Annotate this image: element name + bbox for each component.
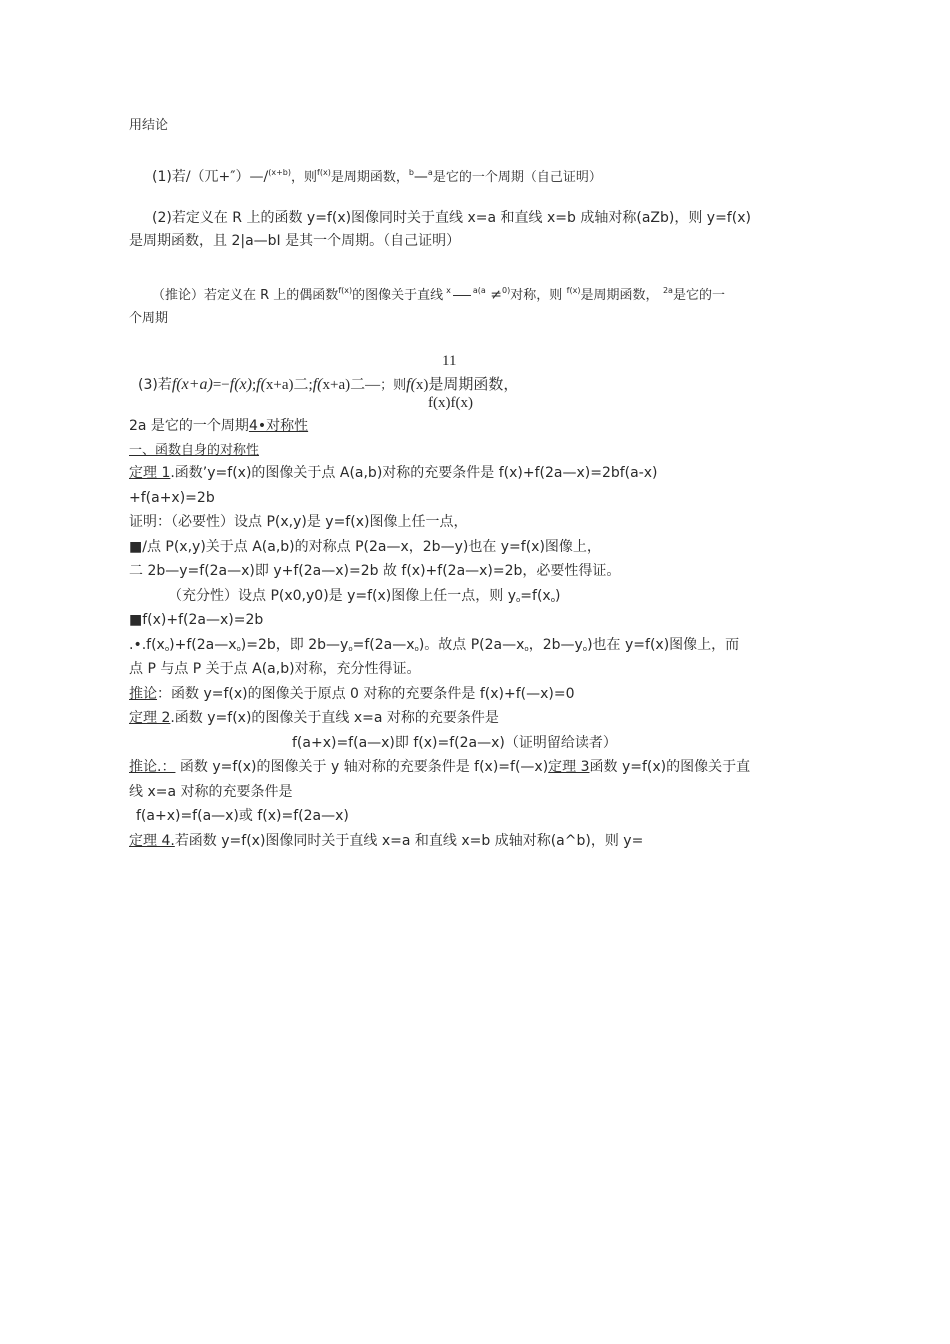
text: 是周期函数， [580,288,659,303]
text: +f(a+x)=2b [129,490,215,506]
text: f(x) [317,168,331,177]
text: 是它的一个周期（自己证明） [432,170,602,185]
text-line-item2-cont [129,231,460,251]
text: f( [256,376,266,393]
text: 是它的一 [672,288,725,303]
theorem-1-cont [129,488,215,508]
theorem-2-formula [292,733,617,753]
text: ；则 [380,378,407,393]
text: f(x) [338,286,353,295]
theorem-label: 定理 2 [129,710,171,726]
text-line-corollary [152,281,725,306]
text: 若函数 y=f(x)图像同时关于直线 x=a 和直线 x=b 成轴对称(a^b)，则 y= [174,833,644,849]
fraction-numerator: 11 [442,353,457,369]
theorem-3-cont [129,782,293,802]
text: o [164,645,170,653]
text: .函数’y=f(x)的图像关于点 A(a,b)对称的充要条件是 f(x)+f(2a—x)=2bf(a-x) [170,465,658,481]
text: (x+b) [268,168,292,177]
equals-bar-icon [453,295,471,296]
text: o [414,645,419,653]
text: f(x+a) [171,376,213,393]
text-line-conclusion [129,115,168,136]
text: f(x) [229,376,252,393]
text: （充分性）设点 P(x0,y0)是 y=f(x)图像上任一点，则 y [168,588,516,604]
theorem-2 [129,708,499,728]
text: =− [212,377,230,393]
text: ，2b—y [528,637,583,653]
proof-line-4 [168,586,560,610]
text-line-item2 [152,208,751,228]
text: 的图像关于直线 [352,288,444,303]
text: 二 2b—y=f(2a—x)即 y+f(2a—x)=2b 故 f(x)+f(2a—x)=2b，必要性得证。 [129,563,621,579]
text: f(a+x)=f(a—x)即 f(x)=f(2a—x)（证明留给读者） [292,735,617,751]
text: /（兀+″）—/ [185,169,269,185]
text: b [408,168,414,177]
text: ≠ [490,287,502,303]
text-line-corollary-cont [129,308,168,329]
corollary-label: 推论 [129,686,157,702]
text: (1)若 [152,169,186,185]
text: 线 x=a 对称的充要条件是 [129,784,293,800]
text: 点 P 与点 P 关于点 A(a,b)对称，充分性得证。 [129,661,421,677]
text: 对称，则 [510,288,563,303]
theorem-4 [129,831,643,851]
section-heading-self-symmetry: 一、函数自身的对称性 [129,443,260,458]
text-line-period-symmetry [129,416,308,436]
text: a [427,168,433,177]
text: f(a+x)=f(a—x)或 f(x)=f(2a—x) [136,808,349,824]
text: (3)若 [138,377,172,393]
text: 2a [662,286,673,295]
text: x+a)二— [322,377,381,393]
text: ■/点 P(x,y)关于点 A(a,b)的对称点 P(2a—x，2b—y)也在 y=f(x)图像上， [129,539,601,555]
text: )也在 y=f(x)图像上，而 [587,637,740,653]
theorem-label: 定理 3 [548,759,590,775]
text: )+f(2a—x [169,637,237,653]
text: x [446,286,451,295]
section-heading: 4•对称性 [248,418,309,434]
text: o [550,596,555,604]
corollary-y-axis [129,757,750,777]
text: 个周期 [129,311,169,326]
proof-line-7 [129,659,421,679]
text: ; [308,377,313,393]
text: ) [555,588,561,604]
text: ：函数 y=f(x)的图像关于原点 0 对称的充要条件是 f(x)+f(—x)=0 [157,686,575,702]
corollary-label: 推论.： [129,759,176,775]
text: 证明：（必要性）设点 P(x,y)是 y=f(x)图像上任一点， [129,514,468,530]
proof-line-3 [129,561,620,581]
text: o [524,645,529,653]
theorem-label: 定理 4. [129,833,175,849]
text: 2a 是它的一个周期 [129,418,249,434]
text: 用结论 [129,118,169,133]
text: .•.f(x [129,637,165,653]
text: 是周期函数，且 2|a—bI 是其一个周期。（自己证明） [129,233,461,249]
text: f(x) [566,286,581,295]
text: ，则 [291,170,318,185]
text: .函数 y=f(x)的图像关于直线 x=a 对称的充要条件是 [170,710,499,726]
text: 函数 y=f(x)的图像关于直 [589,759,751,775]
text: 0) [501,286,511,295]
text: o [348,645,353,653]
theorem-3-formula [136,806,349,826]
text: )。故点 P(2a—x [418,637,525,653]
text: x+a)二 [265,377,309,393]
text: =f(x [520,588,551,604]
text: f( [312,376,323,393]
text: )=2b，即 2b—y [240,637,349,653]
proof-line-1 [129,512,467,532]
text: o [516,596,521,604]
text: ■f(x)+f(2a—x)=2b [129,612,264,628]
theorem-label: 定理 1 [129,465,171,481]
text: （推论）若定义在 R 上的偶函数 [152,288,339,303]
proof-line-5 [129,610,263,630]
fraction-denominator: f(x)f(x) [428,395,473,411]
text: o [236,645,241,653]
text: a(a [472,286,486,295]
text: f( [406,376,416,393]
text: ; [251,377,257,393]
corollary-origin [129,684,575,704]
text-line-item1 [152,163,602,188]
text: o [582,645,588,653]
proof-line-6 [129,635,739,659]
theorem-1 [129,463,658,483]
text: 函数 y=f(x)的图像关于 y 轴对称的充要条件是 f(x)=f(—x) [179,759,549,775]
text-line-item3 [138,375,518,396]
text: (2)若定义在 R 上的函数 y=f(x)图像同时关于直线 x=a 和直线 x=b 成轴对称(aZb)，则 y=f(x) [152,210,751,226]
text: =f(2a—x [352,637,415,653]
proof-line-2 [129,537,601,557]
text: x)是周期函数， [415,377,519,393]
text: 是周期函数， [330,170,409,185]
text: — [413,169,428,185]
